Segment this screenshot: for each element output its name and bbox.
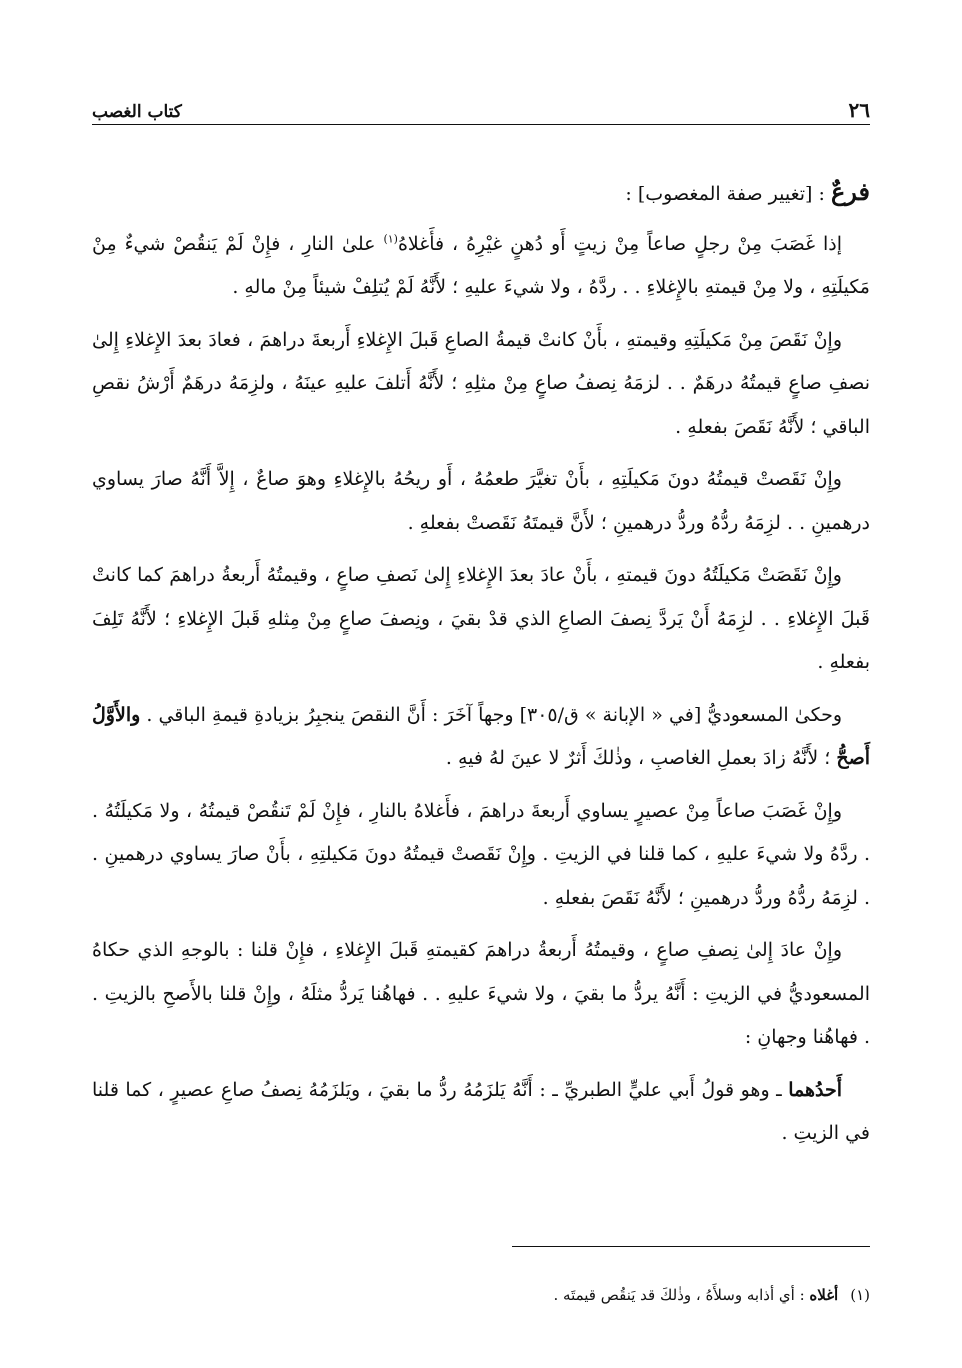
- paragraph-2: وإِنْ نَقَصَ مِنْ مَكيلَتِهِ وقيمتهِ ، بأَنْ كانتْ قيمةُ الصاعِ قَبلَ الإِغلاءِ أَربعةَ دراهمَ ، فعادَ بعدَ الإِغلاءِ إِلىٰ نصفِ صاعٍ قيمتُهُ درهَمٌ . . لزمَهُ نِصفُ صاعٍ مِنْ مثلِهِ ؛ لأَنَّهُ أَتلفَ عليهِ عينَهُ ، ولزِمَهُ درهَمٌ أَرْشُ نقصِ الباقي ؛ لأَنَّهُ نَقَصَ بفعلهِ .: [92, 328, 870, 438]
- paragraph-8-part-b: ـ وهو قولُ أَبي عليٍّ الطبريِّ ـ : أَنَّهُ يَلزَمُهُ ردُّ ما بقيَ ، ويَلزَمُهُ نِصفُ صاعِ عصيرٍ ، كما قلنا في الزيتِ .: [92, 1078, 870, 1144]
- body-text: [92, 170, 870, 1165]
- paragraph-1-part-a: إذا غَصَبَ مِنْ رجلٍ صاعاً مِنْ زيتٍ أَو دُهنٍ غيْرِهُ ، فأَغلاهُ: [397, 232, 842, 255]
- paragraph-7: وإِنْ عادَ إِلىٰ نِصفِ صاعٍ ، وقيمتُهُ أَربعةُ دراهمَ كقيمتهِ قَبلَ الإِغلاءِ ، فإِنْ قلنا : بالوجهِ الذي حكاهُ المسعوديُّ في الزيتِ : أَنَّهُ يردُّ ما بقيَ ، ولا شيءَ عليهِ . . فهاهُنا يَردُّ مثلَهُ ، وإِنْ قلنا بالأَصحِ بالزيتِ . . فهاهُنا وجهانِ :: [92, 939, 870, 1048]
- footnote-rule: [512, 1246, 870, 1247]
- paragraph-8-emphasis: أَحدُهما: [788, 1078, 842, 1101]
- paragraph-1-part-b: علىٰ النارِ ، فإِنْ لَمْ يَنقُصْ شيءٌ مِنْ مَكيلَتِهِ ، ولا مِنْ قيمتهِ بالإِغلاءِ . . ردَّهُ ، ولا شيءَ عليهِ ؛ لأَنَّهُ لَمْ يُتلِفْ شيئاً مِنْ مالهِ .: [92, 232, 870, 298]
- header-rule: [92, 124, 870, 125]
- paragraph-5: [92, 694, 870, 781]
- footnote: [92, 1282, 870, 1308]
- footnote-reference[interactable]: (١): [383, 232, 398, 246]
- paragraph-5-part-b: ؛ لأَنَّهُ زادَ بعملِ الغاصبِ ، وذٰلكَ أَثرٌ لا عينَ لهُ فيهِ .: [445, 747, 837, 769]
- footnote-text: : أي أذابه وسلأَهُ ، وذٰلكَ قد يَنقُص قيمتَه .: [553, 1286, 810, 1304]
- paragraph-5-part-a: وحكىٰ المسعوديُّ [في « الإبانة » ق/٣٠٥] وجهاً آخَرَ : أَنَّ النقصَ ينجبِرُ بزيادةِ قيمةِ الباقي .: [140, 703, 842, 726]
- paragraph-1: [92, 223, 870, 310]
- book-title: كتاب الغصب: [92, 102, 182, 122]
- running-head: [92, 92, 870, 122]
- section-heading: [92, 170, 870, 217]
- section-heading-separator: :: [812, 183, 831, 205]
- footnote-number: (١): [850, 1286, 870, 1304]
- section-heading-title: [تغيير صفة المغصوب] :: [625, 183, 813, 205]
- paragraph-4: وإِنْ نَقَصَتْ مَكيلَتُهُ دونَ قيمتهِ ، بأَنْ عادَ بعدَ الإِغلاءِ إِلىٰ نَصفِ صاعٍ ، وقيمتُهُ أَربعةُ دراهمَ كما كانتْ قَبلَ الإِغلاءِ . . لزِمَهُ أَنْ يَردَّ نِصفَ الصاعِ الذي قدْ بقيَ ، ونِصفَ صاعٍ مِنْ مِثلهِ قَبلَ الإِغلاءِ ؛ لأَنَّهُ تَلِفَ بفعلهِ .: [92, 564, 870, 673]
- footnote-term: أغلاه: [809, 1286, 839, 1304]
- section-heading-word: فرعٌ: [830, 177, 870, 206]
- paragraph-5-emphasis: والأَوَّلُ أَصحُّ: [92, 703, 870, 769]
- paragraph-6: وإِنْ غَصَبَ صاعاً مِنْ عصيرٍ يساوي أَربعةَ دراهمَ ، فأَغلاهُ بالنارِ ، فإِنْ لَمْ تَنقُصْ قيمتُهُ ، ولا مَكيلَتُهُ . . ردَّهُ ولا شيءَ عليهِ ، كما قلنا في الزيتِ . وإِنْ نَقَصتْ قيمتُهُ دونَ مَكيلتِهِ ، بأَنْ صارَ يساوي درهمينِ . . لزِمَهُ ردُّهُ وردُّ درهمينِ ؛ لأَنَّهُ نَقَصَ بفعلهِ .: [92, 799, 870, 909]
- page-number: ٢٦: [848, 98, 870, 122]
- paragraph-3: وإِنْ نَقَصتْ قيمتُهُ دونَ مَكيلَتِهِ ، بأَنْ تغيَّرَ طعمُهُ ، أَو ريحُهُ بالإِغلاءِ وهوَ صاعٌ ، إِلاَّ أَنَّهُ صارَ يساوي درهمينِ . . لزِمَهُ ردُّهُ وردُّ درهمينِ ؛ لأَنَّ قيمتَهُ نَقَصتْ بفعلهِ .: [92, 468, 870, 534]
- paragraph-8: [92, 1069, 870, 1156]
